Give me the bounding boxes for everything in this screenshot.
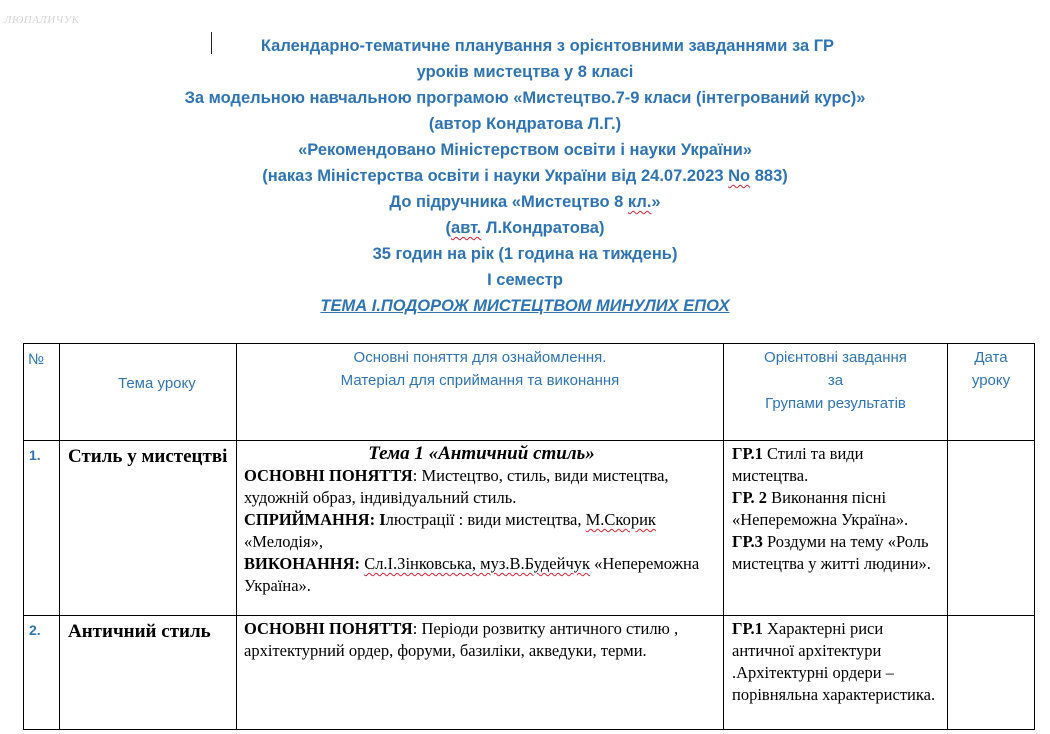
lesson-number: 1. [24,441,60,616]
header-date: Дата уроку [948,344,1035,441]
lesson-tasks: ГР.1 Стилі та види мистецтва. ГР. 2 Виконання пісні «Непереможна Україна». ГР.3 Роздуми на тему «Роль мистецтва у житті людини». [724,441,948,616]
lesson-topic: Стиль у мистецтві [60,441,237,616]
lesson-concepts: ОСНОВНІ ПОНЯТТЯ: Періоди розвитку античного стилю , архітектурний ордер, форуми, базиліки, акведуки, терми. [237,616,724,730]
header-line-order: (наказ Міністерства освіти і науки України від 24.07.2023 No 883) [262,167,788,185]
lesson-date [948,441,1035,616]
lesson-number: 2. [24,616,60,730]
lesson-tasks: ГР.1 Характерні риси античної архітектури .Архітектурні ордери – порівняльна характеристика. [724,616,948,730]
header-num: № [24,344,60,441]
table-row [24,441,1035,616]
lesson-concepts: Тема 1 «Античний стиль» ОСНОВНІ ПОНЯТТЯ: Мистецтво, стиль, види мистецтва, художній образ, індивідуальний стиль. СПРИЙМАННЯ: Ілюстрації : види мистецтва, М.Скорик «Мелодія», ВИКОНАННЯ: Сл.І.Зінковська, муз.В.Будейчук «Непереможна Україна». [237,441,724,616]
header-line-hours: 35 годин на рік (1 година на тиждень) [372,245,678,263]
header-line-textbook: До підручника «Мистецтво 8 кл.» [389,193,661,211]
table-header-row [24,344,1035,441]
header-theme: ТЕМА І.ПОДОРОЖ МИСТЕЦТВОМ МИНУЛИХ ЕПОХ [320,297,730,315]
header-line-author: (автор Кондратова Л.Г.) [428,115,622,133]
header-line-semester: І семестр [487,271,563,289]
lesson-subtitle: Тема 1 «Античний стиль» [368,443,595,464]
document-header [0,33,1050,319]
header-line-program: За модельною навчальною програмою «Мистецтво.7-9 класи (інтегрований курс)» [184,89,866,107]
header-line-recommended: «Рекомендовано Міністерством освіти і науки України» [298,141,752,159]
watermark-text: ЛЮПАЛИЧУК [4,14,80,26]
header-topic: Тема уроку [60,344,237,441]
lesson-topic: Античний стиль [60,616,237,730]
header-concepts: Основні поняття для ознайомлення. Матеріал для сприймання та виконання [237,344,724,441]
header-line-title: Календарно-тематичне планування з орієнтовними завданнями за ГР [260,37,835,55]
header-line-textbook-author: (авт. Л.Кондратова) [445,219,605,237]
table-row [24,616,1035,730]
lesson-date [948,616,1035,730]
header-line-grade: уроків мистецтва у 8 класі [416,63,634,81]
header-tasks: Орієнтовні завдання за Групами результатів [724,344,948,441]
lesson-plan-table [23,343,1035,730]
